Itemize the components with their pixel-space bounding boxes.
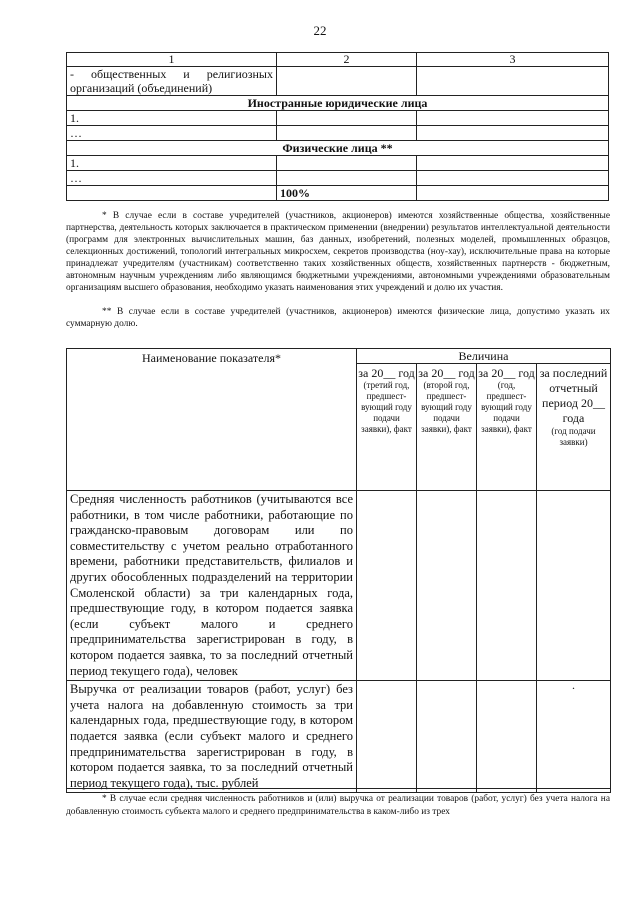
- cell-mark: ·: [571, 681, 576, 696]
- table-cell: [357, 491, 417, 681]
- column-description: (год, предшест-вующий году подачи заявки), факт: [481, 380, 532, 434]
- table-row: [67, 67, 609, 96]
- row-label: …: [67, 171, 277, 186]
- table-row: [67, 491, 611, 681]
- table-cell: [277, 171, 417, 186]
- row-label: …: [67, 126, 277, 141]
- footnote-2: ** В случае если в составе учредителей (участников, акционеров) имеются физические лица, допустимо указать их суммарную долю.: [66, 307, 610, 330]
- section-row: [67, 141, 609, 156]
- table-cell: [417, 156, 609, 171]
- column-header: 1: [67, 53, 277, 67]
- column-header: 2: [277, 53, 417, 67]
- column-period: за 20__ год: [478, 366, 535, 380]
- table-row: [67, 126, 609, 141]
- table-header-row: [67, 349, 611, 364]
- column-header: 3: [417, 53, 609, 67]
- column-period: за 20__ год: [418, 366, 475, 380]
- table-cell: [537, 681, 611, 793]
- column-period: за 20__ год: [358, 366, 415, 380]
- column-last-period: [537, 364, 611, 491]
- footnote-3: * В случае если средняя численность работников и (или) выручка от реализации товаров (работ, услуг) без учета налога на добавленную стоимость субъекта малого и среднего предпринимательства в каком-либо из трех: [66, 794, 610, 817]
- column-description: (год подачи заявки): [551, 426, 596, 447]
- table-cell: [417, 67, 609, 96]
- table-cell: [537, 491, 611, 681]
- table-cell: [277, 126, 417, 141]
- section-row: [67, 96, 609, 111]
- indicators-table: [66, 348, 611, 793]
- founders-table: [66, 52, 609, 201]
- table-cell: [67, 186, 277, 201]
- divider: [66, 788, 611, 789]
- table-row: [67, 171, 609, 186]
- table-cell: [277, 67, 417, 96]
- table-cell: [477, 491, 537, 681]
- page-number: 22: [313, 23, 327, 38]
- table-cell: [277, 156, 417, 171]
- section-heading: Физические лица **: [67, 141, 609, 156]
- total-row: [67, 186, 609, 201]
- table-header-row: [67, 53, 609, 67]
- section-heading: Иностранные юридические лица: [67, 96, 609, 111]
- table-cell: [417, 126, 609, 141]
- table-cell: [277, 111, 417, 126]
- column-second-year: [417, 364, 477, 491]
- table-row: [67, 681, 611, 793]
- row-label: 1.: [67, 111, 277, 126]
- value-header: Величина: [357, 349, 611, 364]
- indicator-revenue: Выручка от реализации товаров (работ, услуг) без учета налога на добавленную стоимость за три календарных года, предшествующие году, в котором подается заявка (если субъект малого и среднего предпринимательства зарегистрирован в году, в котором подается заявка, то за последний отчетный период текущего года), тыс. рублей: [67, 681, 357, 793]
- row-label: 1.: [67, 156, 277, 171]
- column-third-year: [357, 364, 417, 491]
- table-cell: [417, 171, 609, 186]
- column-previous-year: [477, 364, 537, 491]
- column-description: (второй год, предшест-вующий году подачи заявки), факт: [421, 380, 472, 434]
- table-cell: [417, 186, 609, 201]
- column-description: (третий год, предшест-вующий году подачи заявки), факт: [361, 380, 412, 434]
- table-cell: [477, 681, 537, 793]
- table-cell: [417, 491, 477, 681]
- indicator-name-header: Наименование показателя*: [67, 349, 357, 491]
- table-cell: [417, 111, 609, 126]
- table-row: [67, 156, 609, 171]
- table-cell: [417, 681, 477, 793]
- table-row: [67, 111, 609, 126]
- total-value: 100%: [277, 186, 417, 201]
- footnote-1: * В случае если в составе учредителей (участников, акционеров) имеются хозяйственные общества, хозяйственные партнерства, деятельность которых заключается в практическом применении (внедрении) результатов интеллектуальной деятельности (программ для электронных вычислительных машин, баз данных, изобретений, полезных моделей, промышленных образцов, селекционных достижений, топологий интегральных микросхем, секретов производства (ноу-хау), исключительные права на которые принадлежат учредителям (участникам) соответственно таких хозяйственных обществ, хозяйственных партнерств - бюджетным, автономным научным учреждениям либо являющимся бюджетными учреждениями, автономными учреждениями образовательным организациям высшего образования, необходимо указать наименования этих учреждений и долю их участия.: [66, 211, 610, 294]
- row-label: - общественных и религиозных организаций (объединений): [67, 67, 277, 96]
- table-cell: [357, 681, 417, 793]
- indicator-headcount: Средняя численность работников (учитываются все работники, в том числе работники, работающие по гражданско-правовым договорам или по совместительству с учетом реально отработанного времени, работники представительств, филиалов и других обособленных подразделений на территории Смоленской области) за три календарных года, предшествующие году, в котором подается заявка (если субъект малого и среднего предпринимательства зарегистрирован в году, в котором подается заявка, то за последний отчетный период текущего года), человек: [67, 491, 357, 681]
- column-period: за последний отчетный период 20__ года: [539, 366, 608, 425]
